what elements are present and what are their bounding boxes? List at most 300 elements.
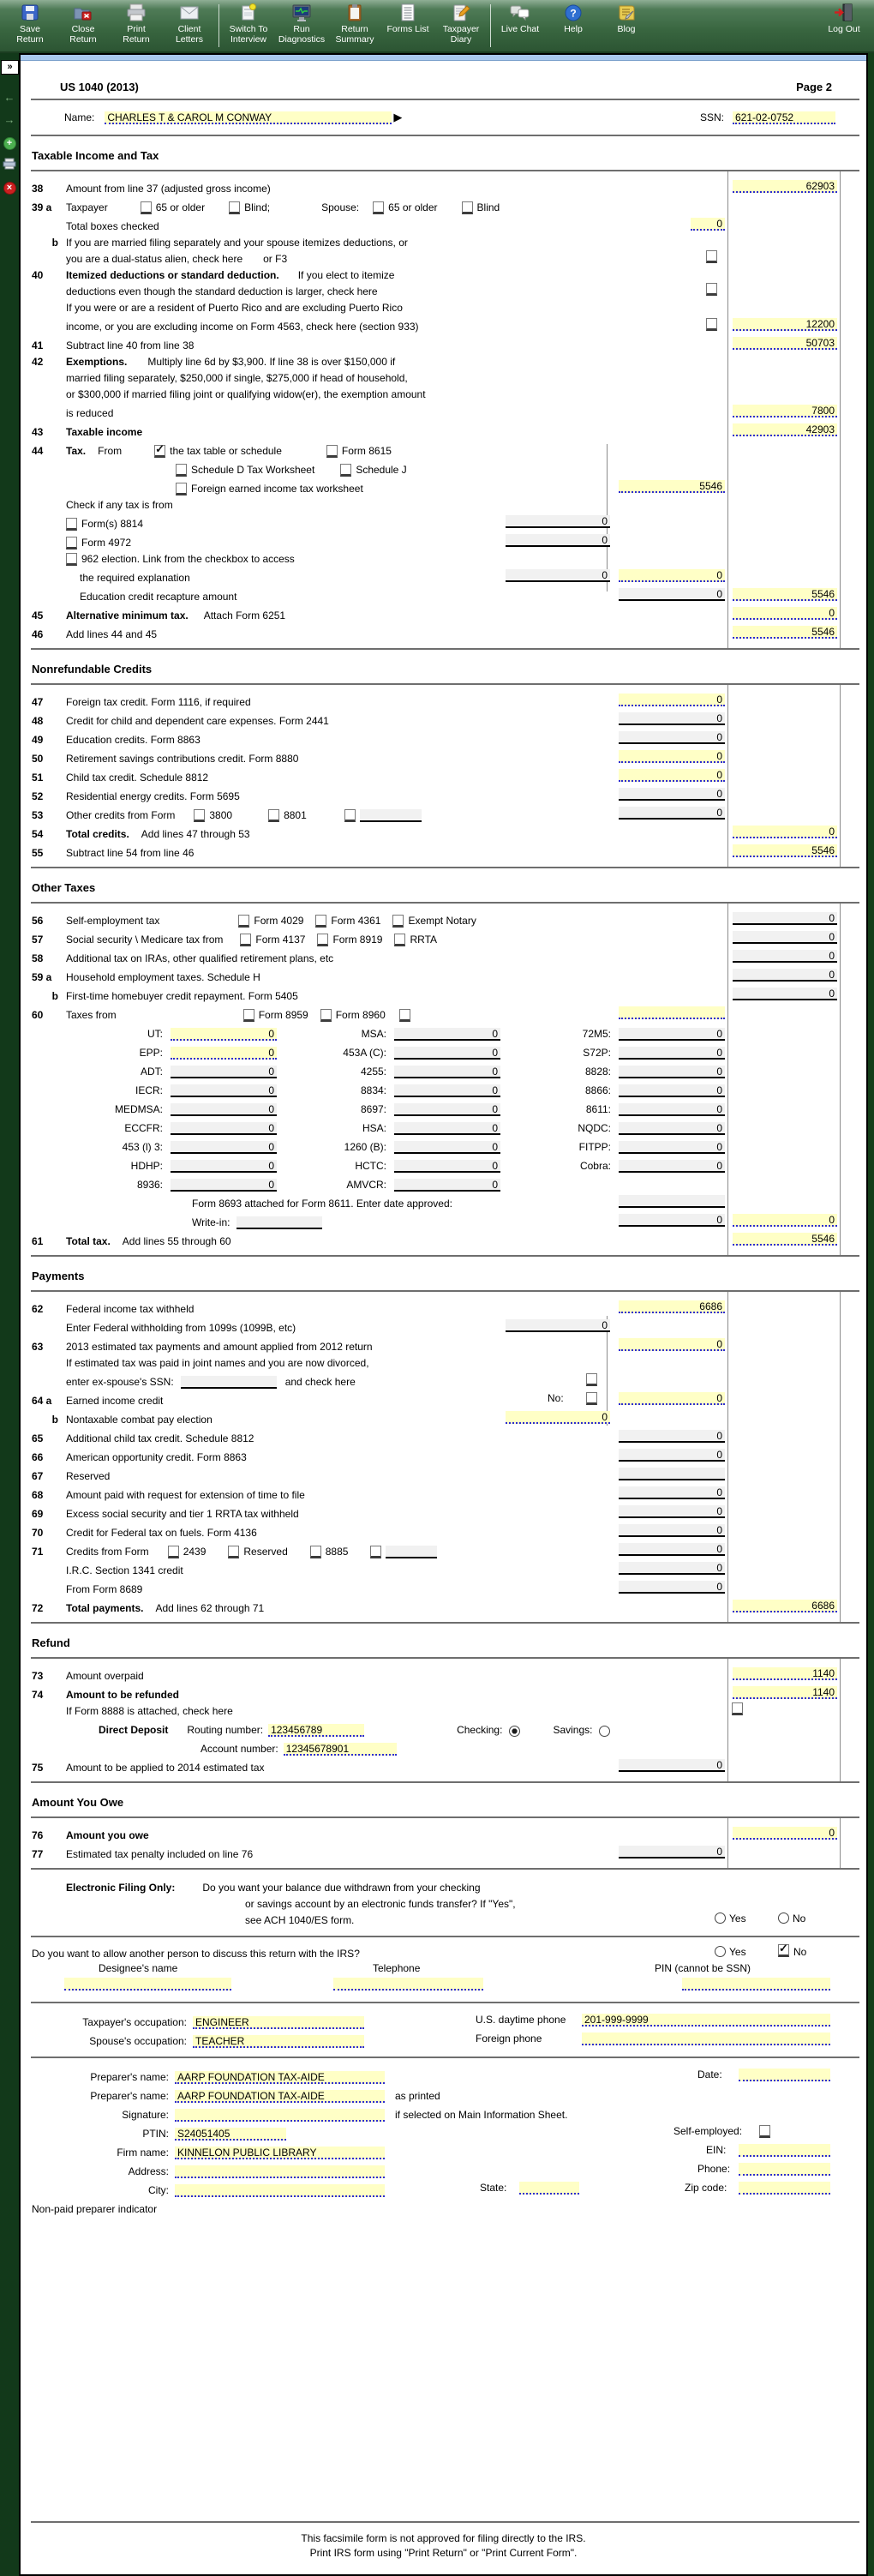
taxes-8611-label: 8611: bbox=[585, 1103, 611, 1115]
section-preparer: Preparer's name: AARP FOUNDATION TAX-AIDE Date: Preparer's name: AARP FOUNDATION TAX-AIDE as printed Signature: if selected on Main Information Sheet. PTIN: S24051405 Self-employed: Firm name: KINNELON PUBLIC LIBRARY EIN: Address: Phone: City: State: Zip code: Non-paid preparer indicator bbox=[21, 2058, 866, 2225]
spouse-blind-checkbox[interactable] bbox=[462, 201, 473, 214]
forms-list-icon bbox=[381, 3, 434, 24]
line-49-field[interactable]: 0 bbox=[619, 731, 725, 744]
foreign-earned-income-checkbox[interactable] bbox=[176, 483, 187, 495]
taxes-8866-field[interactable]: 0 bbox=[619, 1084, 725, 1097]
taxes-453l3-field[interactable]: 0 bbox=[171, 1141, 277, 1154]
rrta-checkbox[interactable] bbox=[394, 934, 405, 946]
form-3800-checkbox[interactable] bbox=[194, 809, 205, 822]
line-52-field[interactable]: 0 bbox=[619, 788, 725, 801]
taxes-S72P-label: S72P: bbox=[583, 1047, 611, 1059]
taxes-8866-label: 8866: bbox=[584, 1084, 611, 1096]
line-59a-row: 59 a Household employment taxes. Schedule H 0 bbox=[21, 965, 866, 984]
ptin-field[interactable]: S24051405 bbox=[175, 2128, 286, 2141]
other-tax-form-field[interactable] bbox=[619, 1006, 725, 1019]
phone-label: Phone: bbox=[697, 2163, 731, 2175]
line-63b-row: If estimated tax was paid in joint names and you are now divorced, bbox=[66, 1357, 369, 1369]
taxes-ADT-label: ADT: bbox=[140, 1066, 163, 1078]
taxpayer-blind-checkbox[interactable] bbox=[229, 201, 240, 214]
taxes-from-grid-row bbox=[21, 1116, 866, 1135]
return-summary-button[interactable]: Return Summary bbox=[328, 3, 381, 45]
taxes-from-grid bbox=[21, 1022, 866, 1192]
total-boxes-checked-field[interactable]: 0 bbox=[691, 218, 725, 231]
taxes-ADT-field[interactable]: 0 bbox=[171, 1066, 277, 1078]
form-8814-field[interactable]: 0 bbox=[506, 515, 610, 528]
taxes-MSA-field[interactable]: 0 bbox=[394, 1028, 500, 1041]
line-55-row: 55 Subtract line 54 from line 46 5546 bbox=[21, 841, 866, 860]
firm-name-field[interactable]: KINNELON PUBLIC LIBRARY bbox=[175, 2147, 385, 2159]
line-51-field[interactable]: 0 bbox=[619, 769, 725, 782]
line-55-field[interactable]: 5546 bbox=[733, 844, 837, 857]
taxes-MSA-label: MSA: bbox=[361, 1028, 386, 1040]
switch-to-interview-button[interactable]: Switch To Interview bbox=[222, 3, 275, 45]
taxes-IECR-label: IECR: bbox=[135, 1084, 163, 1096]
signature-field[interactable] bbox=[175, 2109, 385, 2122]
section-designee: Do you want to allow another person to discuss this return with the IRS? Yes ✓ No Designee's name Telephone PIN (cannot be SSN) bbox=[21, 1937, 866, 2002]
expand-panel-button[interactable]: » bbox=[1, 60, 19, 75]
blog-button[interactable]: Blog bbox=[600, 3, 653, 34]
taxes-from-grid-row bbox=[21, 1097, 866, 1116]
line-61-row: 61 Total tax. Add lines 55 through 60 5546 bbox=[21, 1229, 866, 1248]
section-heading-other-taxes: Other Taxes bbox=[32, 881, 96, 894]
schedule-j-checkbox[interactable] bbox=[340, 464, 351, 477]
line-71-field[interactable]: 0 bbox=[619, 1543, 725, 1556]
line-42-field[interactable]: 7800 bbox=[733, 405, 837, 417]
form-8959-checkbox[interactable] bbox=[243, 1009, 254, 1022]
section-heading-amount-you-owe: Amount You Owe bbox=[32, 1796, 124, 1809]
form-4972-field[interactable]: 0 bbox=[506, 534, 610, 547]
line-47-field[interactable]: 0 bbox=[619, 694, 725, 706]
checking-radio[interactable] bbox=[509, 1726, 520, 1737]
line-45-row: 45 Alternative minimum tax. Attach Form 6251 0 bbox=[21, 603, 866, 622]
taxes-453l3-label: 453 (l) 3: bbox=[122, 1141, 163, 1153]
return-summary-icon bbox=[328, 3, 381, 24]
line-62b-row: Enter Federal withholding from 1099s (1099B, etc) 0 bbox=[21, 1316, 866, 1335]
other-payment-form-field[interactable] bbox=[386, 1546, 437, 1558]
spouse-occupation-field[interactable]: TEACHER bbox=[193, 2035, 364, 2048]
taxes-UT-label: UT: bbox=[147, 1028, 163, 1040]
divorced-check-here-checkbox[interactable] bbox=[586, 1373, 597, 1386]
footer bbox=[21, 2513, 866, 2574]
other-payment-checkbox[interactable] bbox=[370, 1546, 381, 1558]
preparer-name2-field[interactable]: AARP FOUNDATION TAX-AIDE bbox=[175, 2090, 385, 2103]
run-diagnostics-button[interactable]: Run Diagnostics bbox=[275, 3, 328, 45]
direct-deposit-row: Direct Deposit Routing number: 123456789 Checking: Savings: bbox=[21, 1718, 866, 1737]
self-employed-checkbox[interactable] bbox=[759, 2125, 770, 2138]
line-67-field[interactable] bbox=[619, 1468, 725, 1480]
name-field[interactable]: CHARLES T & CAROL M CONWAY bbox=[105, 111, 392, 124]
account-number-field[interactable]: 12345678901 bbox=[284, 1743, 397, 1756]
taxpayer-occupation-field[interactable]: ENGINEER bbox=[193, 2016, 364, 2029]
taxes-8936-field[interactable]: 0 bbox=[171, 1179, 277, 1192]
line-39b-row: b If you are married filing separately and your spouse itemizes deductions, or bbox=[51, 237, 408, 249]
line-66-row: 66 American opportunity credit. Form 8863 0 bbox=[21, 1445, 866, 1464]
form-title: US 1040 (2013) bbox=[60, 81, 139, 93]
taxes-IECR-field[interactable]: 0 bbox=[171, 1084, 277, 1097]
client-letters-icon bbox=[163, 3, 216, 24]
other-tax-checkbox[interactable] bbox=[399, 1009, 410, 1022]
form-4972-checkbox[interactable] bbox=[66, 537, 77, 549]
line-77-row: 77 Estimated tax penalty included on line 76 0 bbox=[21, 1842, 866, 1861]
taxes-HDHP-field[interactable]: 0 bbox=[171, 1160, 277, 1173]
line-44-total-field[interactable]: 5546 bbox=[733, 588, 837, 601]
form-4029-checkbox[interactable] bbox=[238, 915, 249, 928]
toolbar-separator bbox=[490, 4, 491, 47]
line-64b-row: b Nontaxable combat pay election 0 bbox=[21, 1408, 866, 1426]
line-69-row: 69 Excess social security and tier 1 RRTA tax withheld 0 bbox=[21, 1502, 866, 1521]
ssn-field[interactable]: 621-02-0752 bbox=[733, 111, 835, 124]
taxes-453AC-label: 453A (C): bbox=[343, 1047, 386, 1059]
form-2439-checkbox[interactable] bbox=[168, 1546, 179, 1558]
line-73-field[interactable]: 1140 bbox=[733, 1667, 837, 1680]
self-employed-label: Self-employed: bbox=[673, 2125, 743, 2137]
line-59b-field[interactable]: 0 bbox=[733, 988, 837, 1000]
taxes-72M5-field[interactable]: 0 bbox=[619, 1028, 725, 1041]
reserved-checkbox[interactable] bbox=[228, 1546, 239, 1558]
line-38-field[interactable]: 62903 bbox=[733, 180, 837, 193]
line-61-field[interactable]: 5546 bbox=[733, 1233, 837, 1246]
taxes-AMVCR-field[interactable]: 0 bbox=[394, 1179, 500, 1192]
client-letters-button[interactable]: Client Letters bbox=[163, 3, 216, 45]
ein-label: EIN: bbox=[706, 2144, 727, 2156]
line-40-field[interactable]: 12200 bbox=[733, 318, 837, 331]
taxpayer-occupation-label: Taxpayer's occupation: bbox=[82, 2016, 187, 2028]
election-962-total-field[interactable]: 0 bbox=[619, 569, 725, 582]
line-77-field[interactable]: 0 bbox=[619, 1846, 725, 1858]
form-page bbox=[19, 53, 868, 2576]
taxes-from-grid-row bbox=[21, 1060, 866, 1078]
irc-1341-field[interactable]: 0 bbox=[619, 1562, 725, 1575]
line-65-row: 65 Additional child tax credit. Schedule 8812 0 bbox=[21, 1426, 866, 1445]
line-70-row: 70 Credit for Federal tax on fuels. Form 4136 0 bbox=[21, 1521, 866, 1540]
efile-no-radio[interactable] bbox=[778, 1912, 789, 1924]
designee-telephone-label: Telephone bbox=[373, 1962, 421, 1974]
line-44-check-row: Check if any tax is from bbox=[66, 499, 173, 511]
line-48-field[interactable]: 0 bbox=[619, 712, 725, 725]
line-72-field[interactable]: 6686 bbox=[733, 1600, 837, 1612]
line-71c-row: From Form 8689 0 bbox=[21, 1577, 866, 1596]
toolbar bbox=[0, 0, 874, 53]
taxes-from-grid-row bbox=[21, 1173, 866, 1192]
divider bbox=[31, 2521, 859, 2523]
taxes-EPP-label: EPP: bbox=[139, 1047, 163, 1059]
taxes-HSA-label: HSA: bbox=[362, 1122, 386, 1134]
line-42-row2: married filing separately, $250,000 if single, $275,000 if head of household, bbox=[66, 372, 408, 384]
line-54-field[interactable]: 0 bbox=[733, 826, 837, 838]
combat-pay-field[interactable]: 0 bbox=[506, 1411, 610, 1424]
designee-question: Do you want to allow another person to discuss this return with the IRS? bbox=[32, 1948, 360, 1960]
form-4137-checkbox[interactable] bbox=[240, 934, 251, 946]
taxes-from-grid-row bbox=[21, 1135, 866, 1154]
foreign-phone-field[interactable] bbox=[582, 2033, 830, 2045]
state-label: State: bbox=[480, 2182, 507, 2194]
delete-form-icon[interactable]: × bbox=[0, 180, 19, 195]
line-64a-field[interactable]: 0 bbox=[619, 1392, 725, 1405]
city-field[interactable] bbox=[175, 2184, 385, 2197]
form-8693-row: Form 8693 attached for Form 8611. Enter date approved: bbox=[21, 1192, 866, 1210]
write-in-field[interactable] bbox=[236, 1216, 322, 1229]
link-arrow-icon[interactable]: ▶ bbox=[393, 111, 403, 123]
back-arrow-icon[interactable]: ← bbox=[3, 91, 15, 104]
svg-text:?: ? bbox=[570, 7, 577, 20]
taxes-8834-field[interactable]: 0 bbox=[394, 1084, 500, 1097]
form-8888-checkbox[interactable] bbox=[732, 1702, 743, 1715]
line-41-field[interactable]: 50703 bbox=[733, 337, 837, 350]
taxes-from-grid-row bbox=[21, 1022, 866, 1041]
other-credit-form-field[interactable] bbox=[360, 809, 422, 822]
tax-table-checkbox[interactable] bbox=[154, 445, 165, 458]
designee-no-checkbox[interactable] bbox=[778, 1944, 789, 1957]
line-44-962-row2: the required explanation 0 0 bbox=[21, 566, 866, 585]
line-44-4972-row: Form 4972 0 bbox=[21, 531, 866, 549]
taxes-from-grid-row bbox=[21, 1078, 866, 1097]
schedule-d-worksheet-checkbox[interactable] bbox=[176, 464, 187, 477]
designee-pin-field[interactable] bbox=[682, 1978, 830, 1991]
ex-spouse-ssn-field[interactable] bbox=[181, 1376, 277, 1389]
education-recapture-field[interactable]: 0 bbox=[619, 588, 725, 601]
taxes-HCTC-field[interactable]: 0 bbox=[394, 1160, 500, 1173]
taxes-ECCFR-field[interactable]: 0 bbox=[171, 1122, 277, 1135]
taxes-NQDC-label: NQDC: bbox=[578, 1122, 611, 1134]
taxes-ECCFR-label: ECCFR: bbox=[124, 1122, 163, 1134]
help-button[interactable]: ? Help bbox=[547, 3, 600, 34]
zip-field[interactable] bbox=[739, 2182, 830, 2195]
line-52-row: 52 Residential energy credits. Form 5695 0 bbox=[21, 784, 866, 803]
line-56-field[interactable]: 0 bbox=[733, 912, 837, 925]
efile-label: Electronic Filing Only: bbox=[66, 1882, 176, 1894]
state-field[interactable] bbox=[519, 2182, 579, 2195]
taxes-AMVCR-label: AMVCR: bbox=[346, 1179, 386, 1191]
savings-radio[interactable] bbox=[599, 1726, 610, 1737]
taxes-8697-label: 8697: bbox=[360, 1103, 386, 1115]
spouse-occupation-label: Spouse's occupation: bbox=[89, 2035, 187, 2047]
line-59a-field[interactable]: 0 bbox=[733, 969, 837, 982]
line-56-row: 56 Self-employment tax Form 4029 Form 4361 Exempt Notary 0 bbox=[21, 909, 866, 928]
designee-pin-label: PIN (cannot be SSN) bbox=[655, 1962, 751, 1974]
toolbar-separator bbox=[218, 4, 219, 47]
taxes-S72P-field[interactable]: 0 bbox=[619, 1047, 725, 1060]
form-8615-checkbox[interactable] bbox=[326, 445, 338, 458]
zip-label: Zip code: bbox=[685, 2182, 727, 2194]
taxes-4255-label: 4255: bbox=[360, 1066, 386, 1078]
close-return-button[interactable]: Close Return bbox=[57, 3, 110, 45]
form-8960-checkbox[interactable] bbox=[320, 1009, 332, 1022]
daytime-phone-label: U.S. daytime phone bbox=[476, 2014, 566, 2026]
form-8693-date-field[interactable] bbox=[619, 1195, 725, 1208]
taxpayer-65-checkbox[interactable] bbox=[141, 201, 152, 214]
taxes-8936-label: 8936: bbox=[136, 1179, 163, 1191]
taxes-from-grid-row bbox=[21, 1041, 866, 1060]
eic-no-label: No: bbox=[548, 1392, 564, 1404]
line-74-field[interactable]: 1140 bbox=[733, 1686, 837, 1699]
taxes-Cobra-label: Cobra: bbox=[579, 1160, 611, 1172]
line-58-field[interactable]: 0 bbox=[733, 950, 837, 963]
taxes-NQDC-field[interactable]: 0 bbox=[619, 1122, 725, 1135]
taxes-72M5-label: 72M5: bbox=[582, 1028, 611, 1040]
taxes-EPP-field[interactable]: 0 bbox=[171, 1047, 277, 1060]
section-heading-nonrefundable-credits: Nonrefundable Credits bbox=[32, 663, 153, 676]
itemize-election-checkbox[interactable] bbox=[706, 283, 717, 296]
preparer-name-field[interactable]: AARP FOUNDATION TAX-AIDE bbox=[175, 2071, 385, 2084]
daytime-phone-field[interactable]: 201-999-9999 bbox=[582, 2014, 830, 2027]
section-amount-you-owe bbox=[21, 1818, 866, 1868]
line-42-row4: is reduced 7800 bbox=[21, 401, 866, 420]
eic-no-checkbox[interactable] bbox=[586, 1392, 597, 1405]
line-70-field[interactable]: 0 bbox=[619, 1524, 725, 1537]
switch-to-interview-icon bbox=[222, 3, 275, 24]
preparer-name-label: Preparer's name: bbox=[90, 2071, 169, 2083]
exempt-notary-checkbox[interactable] bbox=[392, 915, 404, 928]
save-return-button[interactable]: Save Return bbox=[3, 3, 57, 45]
form-8689-field[interactable]: 0 bbox=[619, 1581, 725, 1594]
log-out-button[interactable]: Log Out bbox=[817, 3, 871, 34]
election-962-checkbox[interactable] bbox=[66, 553, 77, 566]
line-46-field[interactable]: 5546 bbox=[733, 626, 837, 639]
election-962-field[interactable]: 0 bbox=[506, 569, 610, 582]
live-chat-button[interactable]: Live Chat bbox=[494, 3, 547, 34]
taxes-453AC-field[interactable]: 0 bbox=[394, 1047, 500, 1060]
page-number: Page 2 bbox=[796, 81, 832, 93]
withholding-1099-field[interactable]: 0 bbox=[506, 1319, 610, 1332]
section-nonrefundable-credits bbox=[21, 685, 866, 867]
taxes-4255-field[interactable]: 0 bbox=[394, 1066, 500, 1078]
line-75-row: 75 Amount to be applied to 2014 estimated tax 0 bbox=[21, 1756, 866, 1774]
line-60-row: 60 Taxes from Form 8959 Form 8960 bbox=[21, 1003, 866, 1022]
form-8885-checkbox[interactable] bbox=[310, 1546, 321, 1558]
line-44-row3: Foreign earned income tax worksheet 5546 bbox=[21, 477, 866, 495]
taxes-8611-field[interactable]: 0 bbox=[619, 1103, 725, 1116]
page-top-bar bbox=[21, 55, 866, 61]
form-8919-checkbox[interactable] bbox=[317, 934, 328, 946]
taxes-1260B-field[interactable]: 0 bbox=[394, 1141, 500, 1154]
line-44-row2: Schedule D Tax Worksheet Schedule J bbox=[21, 458, 866, 477]
foreign-phone-label: Foreign phone bbox=[476, 2033, 542, 2045]
line-71b-row: I.R.C. Section 1341 credit 0 bbox=[21, 1558, 866, 1577]
line-50-field[interactable]: 0 bbox=[619, 750, 725, 763]
spouse-65-checkbox[interactable] bbox=[373, 201, 384, 214]
line-68-field[interactable]: 0 bbox=[619, 1486, 725, 1499]
line-76-field[interactable]: 0 bbox=[733, 1827, 837, 1840]
line-63-row: 63 2013 estimated tax payments and amount applied from 2012 return 0 bbox=[21, 1335, 866, 1354]
write-in-row: Write-in: 0 0 bbox=[21, 1210, 866, 1229]
taxes-MEDMSA-label: MEDMSA: bbox=[114, 1103, 163, 1115]
left-sidebar bbox=[0, 53, 19, 2576]
print-return-icon bbox=[110, 3, 163, 24]
line-57-row: 57 Social security \ Medicare tax from Form 4137 Form 8919 RRTA 0 bbox=[21, 928, 866, 946]
form-8801-checkbox[interactable] bbox=[268, 809, 279, 822]
form-8814-checkbox[interactable] bbox=[66, 518, 77, 531]
line-62-field[interactable]: 6686 bbox=[619, 1300, 725, 1313]
line-47-row: 47 Foreign tax credit. Form 1116, if required 0 bbox=[21, 690, 866, 709]
line-46-row: 46 Add lines 44 and 45 5546 bbox=[21, 622, 866, 641]
line-43-field[interactable]: 42903 bbox=[733, 423, 837, 436]
phone-field[interactable] bbox=[739, 2163, 830, 2176]
taxes-8697-field[interactable]: 0 bbox=[394, 1103, 500, 1116]
line-40-row2: deductions even though the standard deduction is larger, check here bbox=[21, 282, 866, 298]
designee-yes-radio[interactable] bbox=[715, 1946, 726, 1957]
form-4361-checkbox[interactable] bbox=[315, 915, 326, 928]
taxes-UT-field[interactable]: 0 bbox=[171, 1028, 277, 1041]
efile-yes-radio[interactable] bbox=[715, 1912, 726, 1924]
line-75-field[interactable]: 0 bbox=[619, 1759, 725, 1772]
line-39a-row: 39 a Taxpayer 65 or older Blind; Spouse: 65 or older Blind bbox=[32, 201, 500, 213]
taxes-8834-label: 8834: bbox=[360, 1084, 386, 1096]
line-60-total-field[interactable]: 0 bbox=[733, 1214, 837, 1227]
section-other-taxes bbox=[21, 904, 866, 1255]
line-41-row: 41 Subtract line 40 from line 38 50703 bbox=[21, 333, 866, 352]
taxes-HDHP-label: HDHP: bbox=[130, 1160, 163, 1172]
line-57-field[interactable]: 0 bbox=[733, 931, 837, 944]
line-62-row: 62 Federal income tax withheld 6686 bbox=[21, 1297, 866, 1316]
address-label: Address: bbox=[128, 2165, 169, 2177]
section-refund bbox=[21, 1659, 866, 1781]
add-form-icon[interactable]: + bbox=[0, 135, 19, 150]
section-933-checkbox[interactable] bbox=[706, 318, 717, 331]
ein-field[interactable] bbox=[739, 2144, 830, 2157]
designee-name-field[interactable] bbox=[64, 1978, 231, 1991]
line-65-field[interactable]: 0 bbox=[619, 1430, 725, 1443]
line-54-row: 54 Total credits. Add lines 47 through 53 0 bbox=[21, 822, 866, 841]
forms-list-button[interactable]: Forms List bbox=[381, 3, 434, 34]
line-39b-checkbox[interactable] bbox=[706, 250, 717, 263]
print-icon[interactable] bbox=[0, 158, 19, 172]
save-return-icon bbox=[3, 3, 57, 24]
live-chat-icon bbox=[494, 3, 547, 24]
designee-telephone-field[interactable] bbox=[333, 1978, 483, 1991]
write-in-amount-field[interactable]: 0 bbox=[619, 1214, 725, 1227]
line-66-field[interactable]: 0 bbox=[619, 1449, 725, 1462]
routing-number-field[interactable]: 123456789 bbox=[268, 1724, 364, 1737]
footer-line1: This facsimile form is not approved for filing directly to the IRS. bbox=[301, 2532, 586, 2544]
taxes-FITPP-field[interactable]: 0 bbox=[619, 1141, 725, 1154]
line-76-row: 76 Amount you owe 0 bbox=[21, 1823, 866, 1842]
other-credit-checkbox[interactable] bbox=[344, 809, 356, 822]
line-53-field[interactable]: 0 bbox=[619, 807, 725, 820]
taxpayer-diary-button[interactable]: Taxpayer Diary bbox=[434, 3, 488, 45]
print-return-button[interactable]: Print Return bbox=[110, 3, 163, 45]
nonpaid-preparer-label: Non-paid preparer indicator bbox=[32, 2203, 158, 2215]
firm-name-label: Firm name: bbox=[117, 2147, 169, 2159]
help-icon bbox=[547, 3, 600, 24]
taxes-Cobra-field[interactable]: 0 bbox=[619, 1160, 725, 1173]
line-40-row4: income, or you are excluding income on Form 4563, check here (section 933) 12200 bbox=[21, 315, 866, 333]
preparer-name2-label: Preparer's name: bbox=[90, 2090, 169, 2102]
address-field[interactable] bbox=[175, 2165, 385, 2178]
section-payments bbox=[21, 1292, 866, 1622]
line-45-field[interactable]: 0 bbox=[733, 607, 837, 620]
ssn-label: SSN: bbox=[699, 111, 724, 123]
line-63c-row: enter ex-spouse's SSN: and check here bbox=[21, 1370, 866, 1389]
date-field[interactable] bbox=[739, 2069, 830, 2081]
name-label: Name: bbox=[64, 111, 95, 123]
taxes-HSA-field[interactable]: 0 bbox=[394, 1122, 500, 1135]
line-44-row: 44 Tax. From ✓ the tax table or schedule Form 8615 bbox=[21, 439, 866, 458]
line-40-row3: If you were or are a resident of Puerto Rico and are excluding Puerto Rico bbox=[66, 302, 403, 314]
line-42-row: 42 Exemptions. Multiply line 6d by $3,900. If line 38 is over $150,000 if bbox=[32, 356, 396, 368]
taxes-8828-field[interactable]: 0 bbox=[619, 1066, 725, 1078]
credits-rows bbox=[21, 690, 866, 803]
taxes-MEDMSA-field[interactable]: 0 bbox=[171, 1103, 277, 1116]
taxes-from-grid-row bbox=[21, 1154, 866, 1173]
line-67-row: 67 Reserved bbox=[21, 1464, 866, 1483]
line-58-row: 58 Additional tax on IRAs, other qualified retirement plans, etc 0 bbox=[21, 946, 866, 965]
forward-arrow-icon[interactable]: → bbox=[3, 113, 15, 126]
taxpayer-diary-icon bbox=[434, 3, 488, 24]
form-8888-row: If Form 8888 is attached, check here bbox=[21, 1702, 866, 1718]
line-69-field[interactable]: 0 bbox=[619, 1505, 725, 1518]
line-44-field[interactable]: 5546 bbox=[619, 480, 725, 493]
line-63-field[interactable]: 0 bbox=[619, 1338, 725, 1351]
